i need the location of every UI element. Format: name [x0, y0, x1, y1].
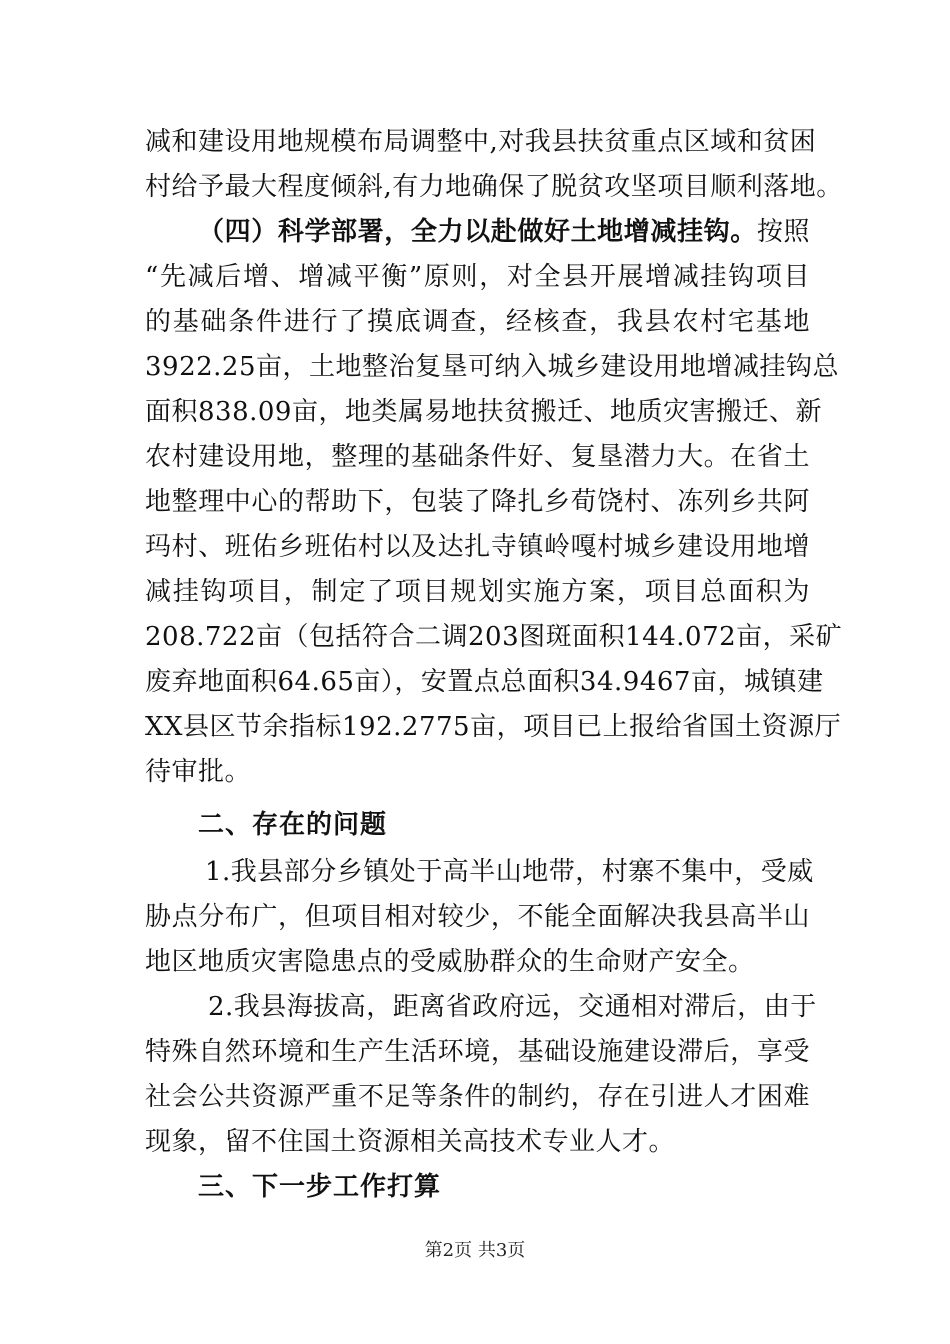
- problem-item-2-line: 现象，留不住国土资源相关高技术专业人才。: [145, 1127, 676, 1157]
- paragraph-line: 3922.25亩，土地整治复垦可纳入城乡建设用地增减挂钩总: [145, 352, 840, 382]
- section-heading-next-steps: 三、下一步工作打算: [198, 1172, 442, 1202]
- section-four-lead: [198, 217, 810, 247]
- section-four-lead-rest: 按照: [756, 217, 810, 247]
- paragraph-line: 地整理中心的帮助下，包装了降扎乡荀饶村、冻列乡共阿: [145, 487, 810, 517]
- paragraph-line: 的基础条件进行了摸底调查，经核查，我县农村宅基地: [145, 307, 810, 337]
- paragraph-line: “先减后增、增减平衡”原则，对全县开展增减挂钩项目: [145, 262, 810, 292]
- paragraph-line: 废弃地面积64.65亩），安置点总面积34.9467亩，城镇建: [145, 667, 824, 697]
- section-heading-problems: 二、存在的问题: [198, 810, 388, 840]
- problem-item-2-line: 2.我县海拔高，距离省政府远，交通相对滞后，由于: [208, 992, 817, 1022]
- paragraph-line: 玛村、班佑乡班佑村以及达扎寺镇岭嘎村城乡建设用地增: [145, 532, 810, 562]
- paragraph-line: 农村建设用地，整理的基础条件好、复垦潜力大。在省土: [145, 442, 810, 472]
- problem-item-1-line: 胁点分布广，但项目相对较少，不能全面解决我县高半山: [145, 902, 810, 932]
- paragraph-line: 208.722亩（包括符合二调203图斑面积144.072亩，采矿: [145, 622, 843, 652]
- section-four-title: （四）科学部署，全力以赴做好土地增减挂钩。: [198, 217, 757, 247]
- problem-item-2-line: 特殊自然环境和生产生活环境，基础设施建设滞后，享受: [145, 1037, 810, 1067]
- paragraph-line: 村给予最大程度倾斜,有力地确保了脱贫攻坚项目顺利落地。: [145, 172, 843, 202]
- paragraph-line: 待审批。: [145, 757, 252, 787]
- problem-item-1-line: 地区地质灾害隐患点的受威胁群众的生命财产安全。: [145, 947, 755, 977]
- paragraph-line: 面积838.09亩，地类属易地扶贫搬迁、地质灾害搬迁、新: [145, 397, 822, 427]
- page-footer: 第2页 共3页: [424, 1240, 526, 1261]
- paragraph-line: 减和建设用地规模布局调整中,对我县扶贫重点区域和贫困: [145, 127, 817, 157]
- problem-item-1-line: 1.我县部分乡镇处于高半山地带，村寨不集中，受威: [205, 857, 814, 887]
- paragraph-line: 减挂钩项目，制定了项目规划实施方案，项目总面积为: [145, 577, 810, 607]
- problem-item-2-line: 社会公共资源严重不足等条件的制约，存在引进人才困难: [145, 1082, 810, 1112]
- paragraph-line: XX县区节余指标192.2775亩，项目已上报给省国土资源厅: [145, 712, 842, 742]
